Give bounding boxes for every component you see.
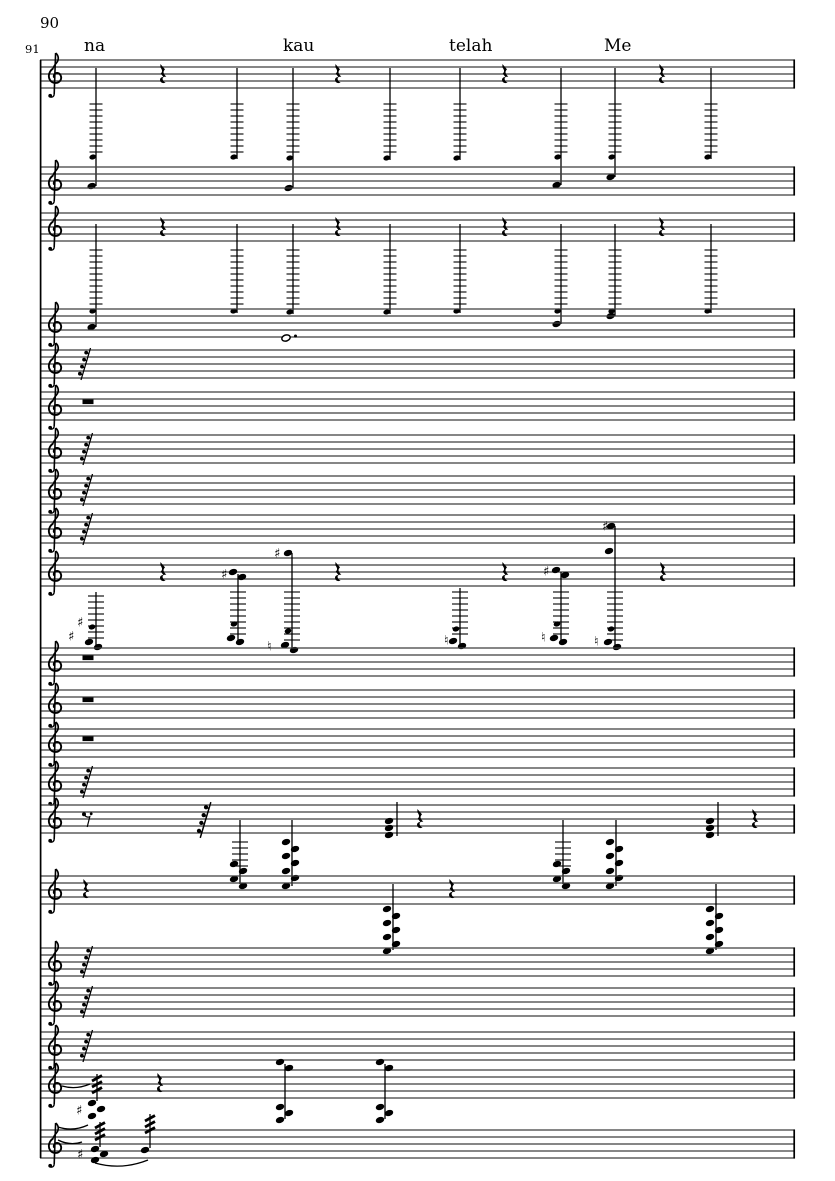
notehead: [705, 933, 715, 941]
half-notehead: [281, 334, 291, 342]
staff-7: [40, 428, 795, 473]
notehead: [705, 831, 715, 839]
notehead: [281, 838, 291, 846]
whole-rest: [83, 698, 94, 703]
notehead: [452, 626, 460, 633]
notehead: [384, 824, 394, 832]
staff-9: [40, 508, 795, 553]
notehead: [705, 919, 715, 927]
long-stem-note: [453, 224, 467, 314]
staff-21: [40, 1114, 795, 1168]
notehead: [448, 637, 458, 645]
notehead: [275, 1116, 285, 1124]
long-stem-note: [606, 68, 622, 181]
long-stem-note: [383, 224, 397, 315]
notehead: [84, 638, 94, 646]
staff-3: [40, 206, 795, 331]
staff-6: [40, 385, 795, 430]
tremolo-chord: [140, 1114, 155, 1154]
notehead: [140, 1146, 150, 1154]
chord-column: [384, 802, 397, 839]
quarter-rest: [157, 1073, 163, 1092]
whole-rest: [83, 400, 94, 405]
notehead: [87, 1112, 97, 1120]
chord-column: [705, 884, 724, 955]
long-stem-note: [383, 68, 397, 161]
staff-10: [40, 520, 795, 655]
staff-8: [40, 469, 795, 514]
staff-17: [40, 941, 795, 986]
chord-column: [68, 592, 104, 651]
measure-number-91: 91: [25, 42, 40, 56]
chord-column: [605, 820, 624, 890]
tie: [95, 1160, 148, 1166]
lyric-syllable: telah: [449, 36, 493, 56]
staff-18: [40, 981, 795, 1026]
chord-column: [267, 547, 300, 655]
lyric-syllable: kau: [283, 36, 315, 56]
accidental: ♯: [543, 564, 550, 580]
chord-column: [541, 565, 570, 647]
long-stem-note: [704, 68, 718, 160]
notehead: [87, 1099, 97, 1107]
notehead: [228, 568, 238, 576]
whole-rest: [83, 656, 94, 661]
notehead: [90, 1145, 100, 1153]
staff-19: [40, 1025, 795, 1070]
notehead: [607, 626, 615, 633]
notehead: [549, 634, 559, 642]
notehead: [90, 1156, 100, 1164]
chord-column: [281, 820, 300, 890]
long-stem-note: [606, 224, 622, 320]
notehead: [384, 831, 394, 839]
long-stem-note: [230, 224, 244, 314]
notehead: [235, 638, 245, 646]
staff-13: [40, 722, 795, 767]
long-stem-note: [87, 68, 103, 190]
notehead: [275, 1058, 285, 1066]
accidental: ♮: [541, 630, 546, 646]
notehead: [281, 852, 291, 860]
notehead: [226, 634, 236, 642]
dotted-half-note: [281, 334, 297, 342]
quarter-rest: [449, 879, 455, 898]
whole-rest: [83, 737, 94, 742]
notehead: [93, 643, 103, 651]
notehead: [375, 1058, 385, 1066]
chord-column: [705, 802, 718, 839]
notehead: [229, 860, 239, 868]
notehead: [612, 643, 622, 651]
notehead: [284, 628, 292, 635]
staff-14: [40, 761, 795, 806]
dotted-eighth-rest: [82, 812, 93, 827]
accidental: ♯: [221, 567, 228, 583]
tremolo-chord: [76, 1074, 106, 1120]
chord-column: [229, 820, 248, 890]
lyric-syllable: na: [84, 36, 106, 56]
notehead: [552, 860, 562, 868]
accidental: ♯: [77, 1147, 84, 1163]
accidental: ♮: [444, 633, 449, 649]
chord-column: [444, 588, 468, 650]
staff-12: [40, 683, 795, 728]
measure-number-90: 90: [40, 14, 60, 32]
staff-4: [40, 302, 795, 347]
notehead: [457, 642, 467, 650]
notehead: [604, 547, 614, 555]
lyric-syllable: Me: [604, 36, 632, 56]
staff-2: [40, 160, 795, 205]
notehead: [705, 824, 715, 832]
accidental: ♯: [76, 1103, 83, 1119]
notehead: [705, 905, 715, 913]
notehead: [384, 817, 394, 825]
long-stem-note: [453, 68, 467, 161]
long-stem-note: [286, 224, 300, 315]
long-stem-note: [552, 224, 568, 328]
notehead: [551, 566, 561, 574]
staff-16: [40, 869, 795, 955]
notehead: [605, 852, 615, 860]
long-stem-note: [552, 68, 568, 189]
notehead: [275, 1103, 285, 1111]
long-stem-note: [87, 224, 103, 331]
notehead: [88, 624, 96, 631]
chord-column: [552, 820, 571, 890]
tie: [58, 1140, 82, 1144]
staff-1: [40, 53, 795, 192]
staff-20: [40, 1058, 795, 1124]
notehead: [552, 320, 562, 328]
staff-5: [40, 343, 795, 388]
accidental: ♮: [267, 639, 272, 655]
notehead: [96, 1105, 106, 1113]
notehead: [382, 905, 392, 913]
chord-column: [382, 884, 401, 955]
notehead: [603, 638, 613, 646]
accidental: ♯: [602, 519, 609, 535]
accidental: ♯: [77, 615, 84, 631]
tie: [58, 1125, 88, 1129]
notehead: [375, 1103, 385, 1111]
notehead: [705, 817, 715, 825]
accidental: ♮: [594, 634, 599, 650]
staff-11: [40, 641, 795, 686]
notehead: [289, 646, 299, 654]
notehead: [605, 867, 615, 875]
notehead: [87, 182, 97, 190]
notehead: [382, 933, 392, 941]
accidental: ♯: [68, 629, 75, 645]
notehead: [558, 638, 568, 646]
chord-column: [594, 520, 623, 652]
notehead: [375, 1116, 385, 1124]
notehead: [605, 838, 615, 846]
accidental: ♯: [274, 546, 281, 562]
notehead: [382, 919, 392, 927]
notehead: [281, 867, 291, 875]
long-stem-note: [230, 68, 244, 160]
quarter-rest: [83, 879, 89, 898]
long-stem-note: [704, 224, 718, 314]
